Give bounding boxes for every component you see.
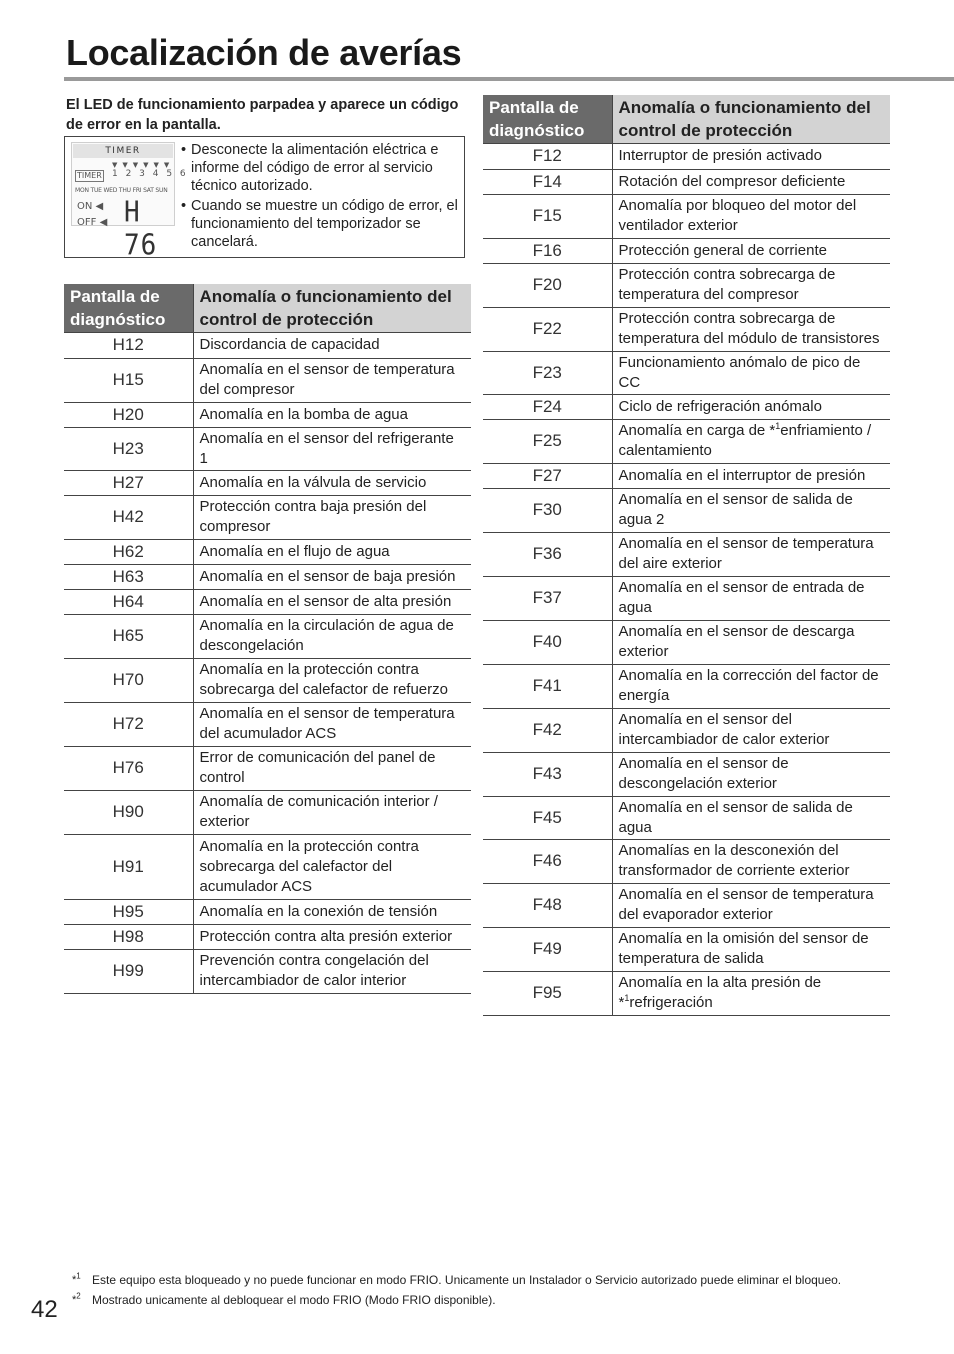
error-description: Anomalía en el sensor de baja presión <box>193 564 471 589</box>
table-row <box>64 614 471 658</box>
error-description: Protección general de corriente <box>612 238 890 263</box>
table-row <box>483 488 890 532</box>
table-row <box>64 402 471 427</box>
notice-item: • Cuando se muestre un código de error, el funcionamiento del temporizador se cancelará. <box>181 197 459 251</box>
table-row <box>64 470 471 495</box>
intro-text: El LED de funcionamiento parpadea y aparece un código de error en la pantalla. <box>66 97 459 133</box>
error-description: Funcionamiento anómalo de pico de CC <box>612 351 890 394</box>
error-code: F27 <box>483 463 612 488</box>
error-code: F20 <box>483 263 612 307</box>
error-code: H72 <box>64 702 193 746</box>
table-row <box>483 463 890 488</box>
footnote-1 <box>72 1270 942 1290</box>
error-code: F22 <box>483 307 612 351</box>
lcd-weekdays: MON TUE WED THU FRI SAT SUN <box>75 187 168 194</box>
error-description: Anomalía en el sensor de temperatura del aire exterior <box>612 532 890 576</box>
h-code-table <box>64 284 471 994</box>
error-code: F16 <box>483 238 612 263</box>
error-description: Anomalía en el sensor de temperatura del evaporador exterior <box>612 883 890 927</box>
error-code: F30 <box>483 488 612 532</box>
error-description: Anomalía en la conexión de tensión <box>193 899 471 924</box>
column-header-description: Anomalía o funcionamiento del control de protección <box>193 284 471 332</box>
lcd-tab-label: TIMER <box>73 144 173 158</box>
column-header-code: Pantalla de diagnóstico <box>483 95 612 143</box>
table-row <box>64 332 471 358</box>
table-row <box>64 899 471 924</box>
notice-item: • Desconecte la alimentación eléctrica e informe del código de error al servicio técnico autorizado. <box>181 141 459 195</box>
error-description: Anomalía en la protección contra sobrecarga del calefactor de refuerzo <box>193 658 471 702</box>
lcd-arrow-icons: ▼▼▼▼▼▼ <box>112 161 175 169</box>
error-code: F14 <box>483 169 612 194</box>
table-row <box>64 495 471 539</box>
table-row <box>64 564 471 589</box>
error-description: Anomalía en el sensor de salida de agua 2 <box>612 488 890 532</box>
error-description: Protección contra baja presión del compresor <box>193 495 471 539</box>
table-row <box>64 658 471 702</box>
lcd-error-code: H 76 <box>124 196 158 262</box>
error-code: H62 <box>64 539 193 564</box>
error-description: Interruptor de presión activado <box>612 143 890 169</box>
table-row <box>483 238 890 263</box>
table-row <box>483 708 890 752</box>
error-description: Discordancia de capacidad <box>193 332 471 358</box>
error-description: Prevención contra congelación del intercambiador de calor interior <box>193 949 471 993</box>
error-description: Anomalía en la omisión del sensor de temperatura de salida <box>612 927 890 971</box>
table-row <box>483 143 890 169</box>
footnote-text: Este equipo esta bloqueado y no puede funcionar en modo FRIO. Unicamente un Instalador o Servicio autorizado puede eliminar el bloqueo. <box>92 1273 842 1287</box>
error-code: F95 <box>483 971 612 1015</box>
error-code: H76 <box>64 746 193 790</box>
footnote-mark: *$^2$ <box>72 1291 81 1306</box>
error-description: Anomalía en la bomba de agua <box>193 402 471 427</box>
footnotes <box>72 1270 942 1310</box>
play-left-icon: ◀ <box>99 217 108 228</box>
error-code: H70 <box>64 658 193 702</box>
table-row <box>64 539 471 564</box>
error-description: Anomalía en el sensor de entrada de agua <box>612 576 890 620</box>
error-code: H20 <box>64 402 193 427</box>
table-row <box>64 924 471 949</box>
error-code: F42 <box>483 708 612 752</box>
lcd-off-label: OFF ◀ <box>77 217 108 228</box>
error-description: Anomalía en el sensor de descarga exterior <box>612 620 890 664</box>
error-description: Anomalía en carga de *$^1$enfriamiento / calentamiento <box>612 419 890 463</box>
error-description: Anomalía en el interruptor de presión <box>612 463 890 488</box>
footnote-mark: *$^1$ <box>72 1271 81 1286</box>
error-code: H23 <box>64 427 193 470</box>
error-code: F36 <box>483 532 612 576</box>
error-description: Anomalía en el sensor de salida de agua <box>612 796 890 839</box>
error-code: F23 <box>483 351 612 394</box>
error-code: H95 <box>64 899 193 924</box>
error-description: Protección contra alta presión exterior <box>193 924 471 949</box>
lcd-timer-label: TIMER <box>77 171 102 180</box>
lcd-display-illustration <box>71 142 189 262</box>
error-code: F25 <box>483 419 612 463</box>
table-row <box>483 194 890 238</box>
notice-box <box>64 136 465 262</box>
table-row <box>483 839 890 883</box>
page-title: Localización de averías <box>66 32 462 73</box>
table-row <box>64 834 471 899</box>
error-code: F41 <box>483 664 612 708</box>
error-code: F48 <box>483 883 612 927</box>
page-number: 42 <box>31 1296 58 1323</box>
error-description: Protección contra sobrecarga de temperatura del módulo de transistores <box>612 307 890 351</box>
table-row <box>483 351 890 394</box>
error-description: Error de comunicación del panel de control <box>193 746 471 790</box>
h-code-rows <box>64 332 471 993</box>
error-description: Anomalía en el sensor del intercambiador de calor exterior <box>612 708 890 752</box>
error-code: H64 <box>64 589 193 614</box>
error-code: H63 <box>64 564 193 589</box>
error-code: F40 <box>483 620 612 664</box>
error-description: Anomalía en el sensor del refrigerante 1 <box>193 427 471 470</box>
error-code: H42 <box>64 495 193 539</box>
table-row <box>483 752 890 796</box>
error-code: H65 <box>64 614 193 658</box>
f-code-rows <box>483 143 890 1015</box>
error-description: Anomalía en el sensor de temperatura del compresor <box>193 358 471 402</box>
table-row <box>64 358 471 402</box>
error-code: F12 <box>483 143 612 169</box>
f-code-table <box>483 95 890 1016</box>
error-code: F49 <box>483 927 612 971</box>
error-code: F15 <box>483 194 612 238</box>
table-row <box>483 169 890 194</box>
table-row <box>64 746 471 790</box>
error-code: H15 <box>64 358 193 402</box>
table-row <box>483 883 890 927</box>
error-description: Anomalía en la circulación de agua de descongelación <box>193 614 471 658</box>
error-description: Anomalía de comunicación interior / exterior <box>193 790 471 834</box>
table-row <box>64 790 471 834</box>
error-code: F24 <box>483 394 612 419</box>
error-code: H90 <box>64 790 193 834</box>
error-description: Anomalía en el flujo de agua <box>193 539 471 564</box>
table-row <box>483 796 890 839</box>
error-description: Anomalía en la alta presión de *$^1$refrigeración <box>612 971 890 1015</box>
table-row <box>483 419 890 463</box>
table-row <box>483 394 890 419</box>
table-row <box>483 664 890 708</box>
error-code: F37 <box>483 576 612 620</box>
error-description: Anomalía en el sensor de temperatura del acumulador ACS <box>193 702 471 746</box>
error-code: H12 <box>64 332 193 358</box>
error-code: F45 <box>483 796 612 839</box>
table-row <box>483 307 890 351</box>
error-description: Anomalía en el sensor de descongelación exterior <box>612 752 890 796</box>
error-description: Anomalía en el sensor de alta presión <box>193 589 471 614</box>
table-row <box>483 576 890 620</box>
table-row <box>64 702 471 746</box>
error-code: H98 <box>64 924 193 949</box>
error-code: F46 <box>483 839 612 883</box>
error-description: Ciclo de refrigeración anómalo <box>612 394 890 419</box>
table-row <box>483 927 890 971</box>
lcd-on-label: ON ◀ <box>77 201 104 212</box>
notice-list <box>181 141 459 253</box>
table-row <box>64 949 471 993</box>
error-code: H99 <box>64 949 193 993</box>
footnote-2 <box>72 1290 942 1310</box>
column-header-code: Pantalla de diagnóstico <box>64 284 193 332</box>
title-rule <box>64 77 954 81</box>
column-header-description: Anomalía o funcionamiento del control de protección <box>612 95 890 143</box>
error-description: Rotación del compresor deficiente <box>612 169 890 194</box>
table-row <box>483 532 890 576</box>
error-description: Anomalía en la válvula de servicio <box>193 470 471 495</box>
error-code: H91 <box>64 834 193 899</box>
error-description: Anomalía por bloqueo del motor del ventilador exterior <box>612 194 890 238</box>
error-description: Protección contra sobrecarga de temperatura del compresor <box>612 263 890 307</box>
error-description: Anomalía en la corrección del factor de energía <box>612 664 890 708</box>
table-row <box>64 427 471 470</box>
play-left-icon: ◀ <box>95 201 104 212</box>
lcd-timer-numbers: 1 2 3 4 5 6 <box>112 169 189 179</box>
error-description: Anomalía en la protección contra sobrecarga del calefactor del acumulador ACS <box>193 834 471 899</box>
table-row <box>483 263 890 307</box>
table-row <box>483 620 890 664</box>
error-description: Anomalías en la desconexión del transformador de corriente exterior <box>612 839 890 883</box>
error-code: F43 <box>483 752 612 796</box>
error-code: H27 <box>64 470 193 495</box>
table-row <box>64 589 471 614</box>
table-row <box>483 971 890 1015</box>
footnote-text: Mostrado unicamente al debloquear el modo FRIO (Modo FRIO disponible). <box>92 1293 496 1307</box>
